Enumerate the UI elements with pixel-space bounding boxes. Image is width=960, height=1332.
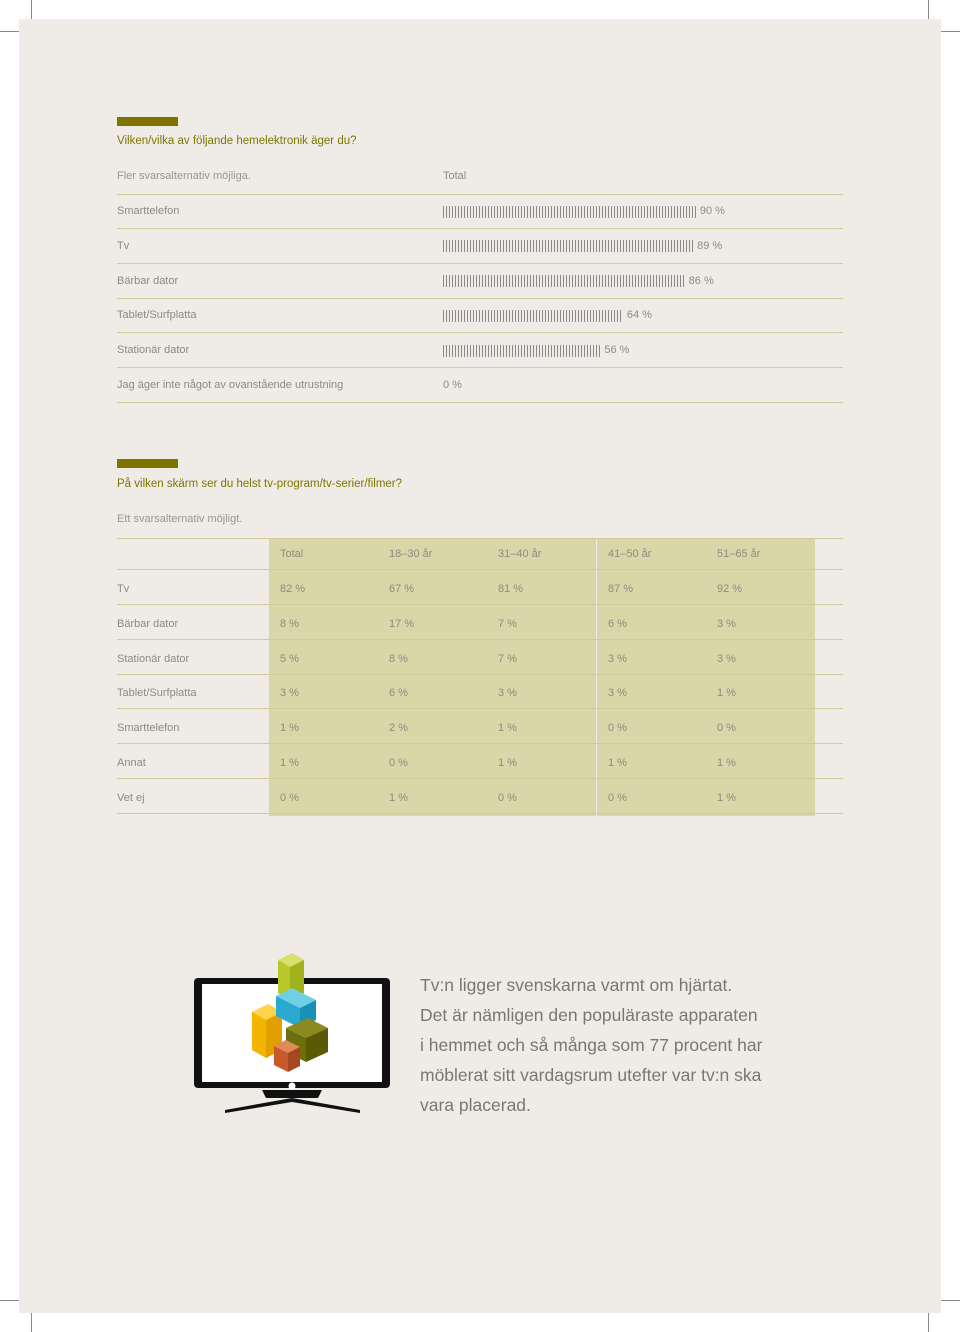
- divider: [117, 194, 843, 195]
- row-label: Jag äger inte något av ovanstående utrustning: [117, 379, 344, 391]
- table-cell: 8 %: [389, 652, 408, 665]
- column-header: 18–30 år: [389, 548, 433, 560]
- divider: [117, 332, 843, 333]
- table-cell: 3 %: [498, 687, 517, 700]
- divider: [117, 639, 843, 640]
- divider: [117, 604, 843, 605]
- column-header: 31–40 år: [498, 548, 542, 560]
- row-label: Stationär dator: [117, 344, 190, 357]
- quote-line: möblerat sitt vardagsrum utefter var tv:n ska: [420, 1065, 762, 1085]
- divider: [117, 263, 843, 264]
- crop-mark: [928, 0, 929, 19]
- divider: [117, 228, 843, 229]
- quote-line: Tv:n ligger svenskarna varmt om hjärtat.: [420, 975, 733, 995]
- crop-mark: [31, 0, 32, 19]
- divider: [117, 367, 843, 368]
- table-cell: 3 %: [608, 652, 627, 665]
- q2-title: På vilken skärm ser du helst tv-program/tv-serier/filmer?: [117, 478, 403, 490]
- data-label: 90 %: [699, 205, 725, 217]
- table-cell: 92 %: [717, 583, 743, 595]
- table-cell: 81 %: [498, 583, 524, 595]
- divider: [117, 813, 843, 814]
- row-label: Bärbar dator: [117, 274, 179, 287]
- column-header: 51–65 år: [717, 548, 761, 560]
- row-label: Smarttelefon: [117, 722, 180, 735]
- table-cell: 87 %: [608, 583, 634, 595]
- divider: [117, 298, 843, 299]
- table-cell: 3 %: [717, 617, 736, 630]
- tv-with-cubes-icon: [190, 950, 395, 1120]
- q1-title: Vilken/vilka av följande hemelektronik äger du?: [117, 135, 357, 147]
- table-cell: 1 %: [389, 791, 408, 804]
- crop-mark: [941, 1300, 960, 1301]
- section-marker: [117, 459, 178, 468]
- row-label: Vet ej: [117, 791, 145, 804]
- row-label: Bärbar dator: [117, 617, 179, 630]
- data-label: 64 %: [626, 309, 652, 322]
- data-label: 89 %: [697, 239, 723, 252]
- row-label: Annat: [117, 757, 146, 769]
- section-marker: [117, 117, 178, 126]
- row-label: Smarttelefon: [117, 205, 180, 217]
- column-highlight: [487, 538, 596, 816]
- table-cell: 1 %: [608, 757, 627, 769]
- row-label: Tv: [117, 583, 130, 595]
- divider: [117, 778, 843, 779]
- table-cell: 1 %: [280, 722, 299, 735]
- bar: [443, 345, 600, 357]
- column-highlight: [706, 538, 815, 816]
- table-cell: 0 %: [608, 722, 627, 735]
- table-cell: 3 %: [280, 687, 299, 700]
- table-cell: 0 %: [608, 791, 627, 804]
- crop-mark: [0, 31, 19, 32]
- column-highlight: [269, 538, 378, 816]
- quote-line: i hemmet och så många som 77 procent har: [420, 1035, 763, 1055]
- table-cell: 0 %: [389, 757, 408, 769]
- q1-column-header: Total: [443, 170, 467, 182]
- quote-text: [420, 970, 820, 1120]
- crop-mark: [928, 1313, 929, 1332]
- data-label: 86 %: [688, 274, 714, 287]
- q2-subtitle: Ett svarsalternativ möjligt.: [117, 513, 243, 525]
- row-label: Tv: [117, 239, 130, 252]
- table-cell: 1 %: [498, 722, 517, 735]
- table-cell: 6 %: [608, 617, 627, 630]
- crop-mark: [0, 1300, 19, 1301]
- divider: [117, 402, 843, 403]
- divider: [117, 538, 843, 539]
- table-cell: 7 %: [498, 617, 517, 630]
- table-cell: 1 %: [498, 757, 517, 769]
- bar: [443, 240, 693, 252]
- divider: [117, 674, 843, 675]
- data-label: 56 %: [604, 344, 630, 357]
- crop-mark: [941, 31, 960, 32]
- table-cell: 3 %: [717, 652, 736, 665]
- bar: [443, 206, 696, 218]
- quote-line: vara placerad.: [420, 1095, 531, 1115]
- crop-mark: [31, 1313, 32, 1332]
- table-cell: 0 %: [280, 791, 299, 804]
- column-highlight: [597, 538, 706, 816]
- q1-subtitle: Fler svarsalternativ möjliga.: [117, 170, 251, 182]
- row-label: Stationär dator: [117, 652, 190, 665]
- table-cell: 2 %: [389, 722, 408, 735]
- table-cell: 5 %: [280, 652, 299, 665]
- divider: [117, 708, 843, 709]
- table-cell: 6 %: [389, 687, 408, 700]
- table-cell: 17 %: [389, 617, 415, 630]
- table-cell: 7 %: [498, 652, 517, 665]
- table-cell: 1 %: [717, 791, 736, 804]
- table-cell: 8 %: [280, 617, 299, 630]
- column-highlight: [378, 538, 487, 816]
- column-header: Total: [280, 548, 304, 560]
- row-label: Tablet/Surfplatta: [117, 687, 197, 700]
- bar: [443, 275, 685, 287]
- data-label: 0 %: [443, 379, 462, 391]
- quote-line: Det är nämligen den populäraste apparaten: [420, 1005, 758, 1025]
- table-cell: 0 %: [498, 791, 517, 804]
- table-cell: 3 %: [608, 687, 627, 700]
- table-cell: 1 %: [280, 757, 299, 769]
- divider: [117, 743, 843, 744]
- bar: [443, 310, 623, 322]
- row-label: Tablet/Surfplatta: [117, 309, 197, 322]
- divider: [117, 569, 843, 570]
- column-header: 41–50 år: [608, 548, 652, 560]
- table-cell: 82 %: [280, 583, 306, 595]
- table-cell: 1 %: [717, 757, 736, 769]
- table-cell: 0 %: [717, 722, 736, 735]
- table-cell: 67 %: [389, 583, 415, 595]
- table-cell: 1 %: [717, 687, 736, 700]
